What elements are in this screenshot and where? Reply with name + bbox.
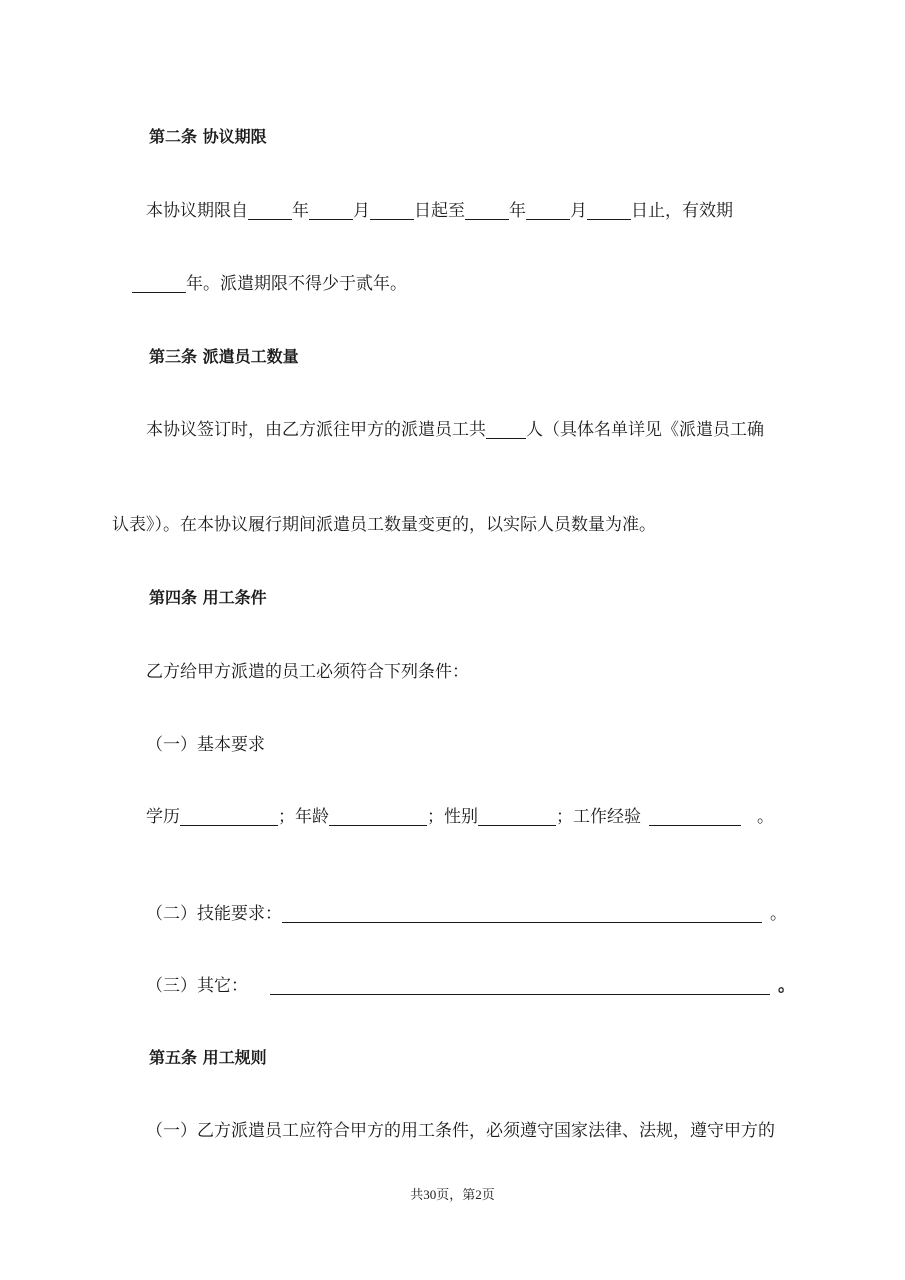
text-segment: ；年龄	[278, 807, 329, 827]
blank-other-requirements	[270, 976, 770, 995]
blank-skill-requirements	[282, 904, 762, 923]
article-3-paragraph-2: 认表》）。在本协议履行期间派遣员工数量变更的，以实际人员数量为准。	[112, 515, 656, 535]
other-requirements	[146, 974, 795, 998]
text-segment: 学历	[146, 807, 180, 827]
article-4-heading: 第四条 用工条件	[149, 588, 267, 607]
blank-age	[329, 807, 427, 826]
blank-start-year	[248, 201, 292, 220]
text-segment: ；性别	[427, 807, 478, 827]
text-segment: 人（具体名单详见《派遣员工确	[526, 420, 764, 440]
article-3-paragraph-1	[146, 418, 764, 442]
article-5-heading: 第五条 用工规则	[149, 1048, 267, 1067]
basic-requirements-title: （一）基本要求	[146, 735, 265, 755]
text-segment: （三）其它：	[146, 976, 248, 996]
text-segment: 月	[353, 201, 370, 221]
text-segment: 。	[770, 904, 787, 924]
text-segment: 本协议签订时，由乙方派往甲方的派遣员工共	[146, 420, 486, 440]
article-2-heading: 第二条 协议期限	[149, 127, 267, 146]
blank-gender	[478, 807, 556, 826]
text-segment: 。	[778, 976, 795, 996]
text-segment: 日起至	[414, 201, 465, 221]
blank-validity-years	[132, 274, 186, 293]
blank-end-month	[526, 201, 570, 220]
article-2-paragraph-2	[132, 272, 407, 296]
skill-requirements	[146, 902, 787, 926]
text-segment: 年	[509, 201, 526, 221]
text-segment: 日止，有效期	[631, 201, 733, 221]
blank-education	[180, 807, 278, 826]
article-5-paragraph-1: （一）乙方派遣员工应符合甲方的用工条件，必须遵守国家法律、法规，遵守甲方的	[146, 1121, 775, 1141]
page-footer: 共30页，第2页	[410, 1187, 495, 1202]
blank-start-day	[370, 201, 414, 220]
text-segment: 本协议期限自	[146, 201, 248, 221]
blank-end-day	[587, 201, 631, 220]
basic-requirements-fields	[146, 805, 774, 829]
article-4-intro: 乙方给甲方派遣的员工必须符合下列条件：	[146, 662, 469, 682]
text-segment: 。	[757, 807, 774, 827]
text-segment: ；工作经验	[556, 807, 641, 827]
text-segment: 年	[292, 201, 309, 221]
article-2-paragraph-1	[146, 199, 733, 223]
blank-work-experience	[649, 807, 741, 826]
text-segment: 年。派遣期限不得少于贰年。	[186, 274, 407, 294]
blank-start-month	[309, 201, 353, 220]
text-segment: 月	[570, 201, 587, 221]
article-3-heading: 第三条 派遣员工数量	[149, 347, 299, 366]
blank-end-year	[465, 201, 509, 220]
text-segment: （二）技能要求：	[146, 904, 282, 924]
blank-employee-count	[486, 420, 526, 439]
